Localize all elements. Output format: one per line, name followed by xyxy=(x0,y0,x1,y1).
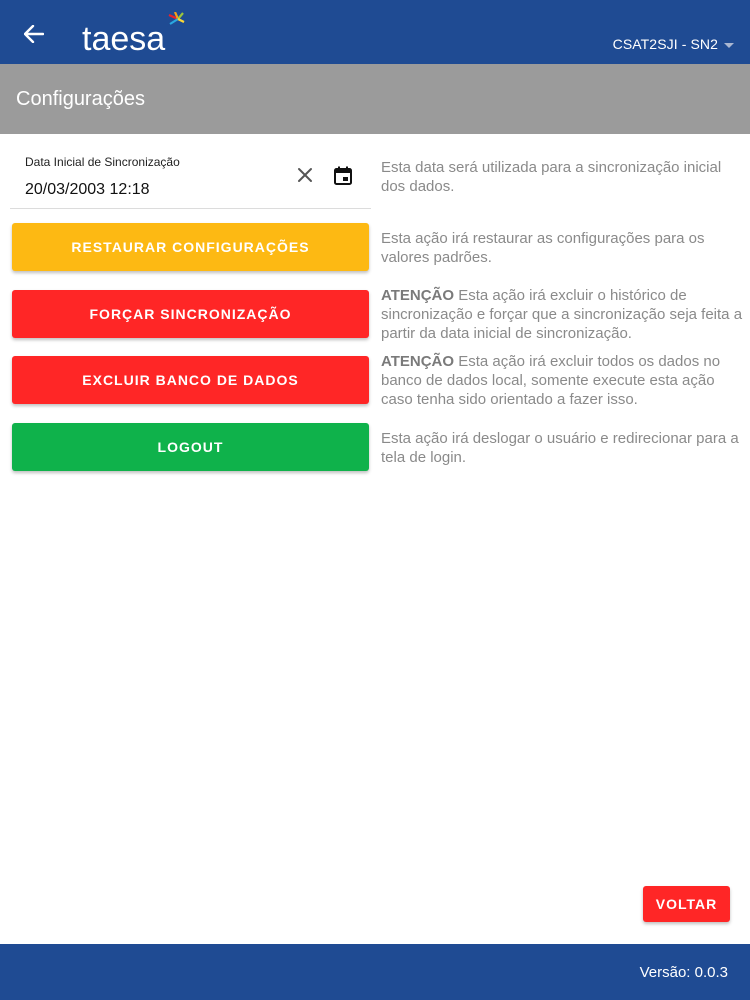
delete-database-description xyxy=(381,352,743,409)
force-sync-text: Esta ação irá excluir o histórico de sincronização e forçar que a sincronização seja feita a partir da data inicial de sincronização. xyxy=(381,287,743,342)
restore-settings-button[interactable]: RESTAURAR CONFIGURAÇÕES xyxy=(12,223,369,271)
close-icon[interactable] xyxy=(296,166,314,184)
sync-date-description: Esta data será utilizada para a sincronização inicial dos dados. xyxy=(381,159,722,195)
taesa-logo xyxy=(80,12,192,56)
station-dropdown[interactable] xyxy=(613,34,734,54)
delete-database-text: Esta ação irá excluir todos os dados no banco de dados local, somente execute esta ação caso tenha sido orientado a fazer isso. xyxy=(381,353,721,408)
logout-description: Esta ação irá deslogar o usuário e redirecionar para a tela de login. xyxy=(381,430,739,466)
footer-bar xyxy=(0,944,750,1000)
calendar-icon[interactable] xyxy=(333,166,353,186)
page-header xyxy=(0,64,750,134)
restore-settings-description: Esta ação irá restaurar as configurações para os valores padrões. xyxy=(381,230,705,266)
top-app-bar xyxy=(0,0,750,64)
station-label: CSAT2SJI - SN2 xyxy=(612,36,718,52)
page-title: Configurações xyxy=(16,88,145,110)
sync-date-value[interactable]: 20/03/2003 12:18 xyxy=(25,181,150,198)
back-button[interactable]: VOLTAR xyxy=(643,886,730,922)
svg-text:taesa: taesa xyxy=(82,20,166,56)
logout-button[interactable]: LOGOUT xyxy=(12,423,369,471)
force-sync-warning: ATENÇÃO xyxy=(381,287,455,304)
force-sync-button[interactable]: FORÇAR SINCRONIZAÇÃO xyxy=(12,290,369,338)
delete-database-button[interactable]: EXCLUIR BANCO DE DADOS xyxy=(12,356,369,404)
sync-date-field[interactable] xyxy=(10,147,371,209)
delete-database-warning: ATENÇÃO xyxy=(381,353,455,370)
back-arrow-icon[interactable] xyxy=(20,20,48,48)
version-label: Versão: 0.0.3 xyxy=(639,964,728,981)
sync-date-label: Data Inicial de Sincronização xyxy=(25,155,180,169)
force-sync-description xyxy=(381,286,743,343)
chevron-down-icon xyxy=(724,43,734,48)
